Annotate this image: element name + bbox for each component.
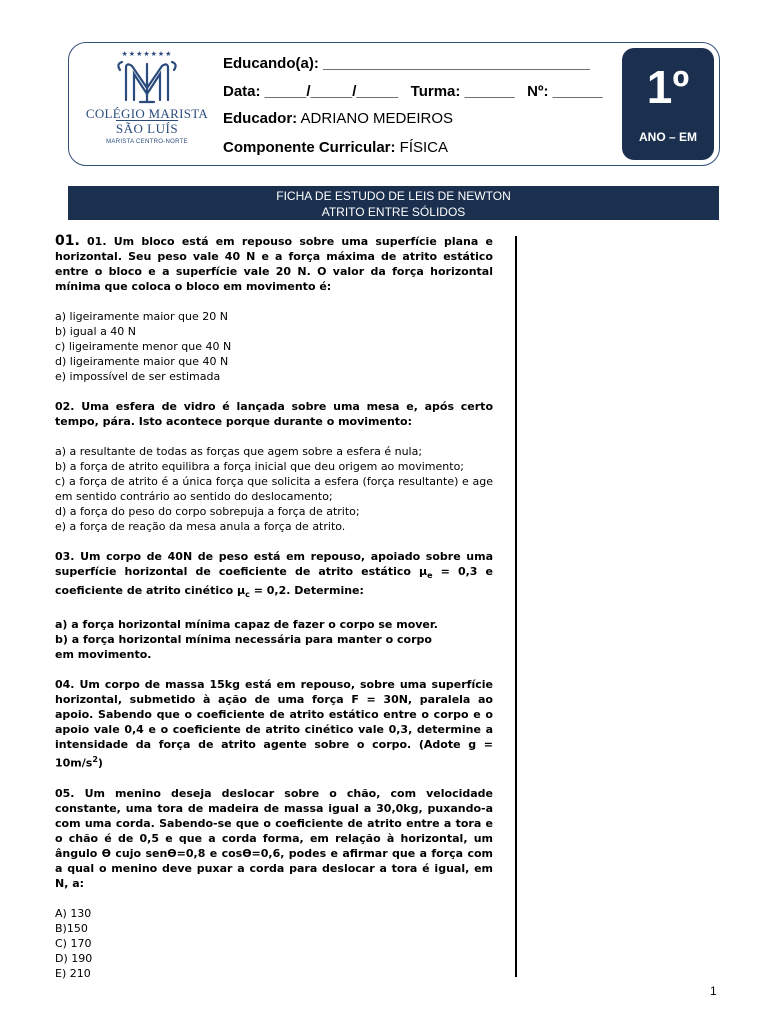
data-turma-row	[223, 83, 603, 100]
question-1-number: 01.	[55, 233, 80, 249]
educador-value: ADRIANO MEDEIROS	[297, 110, 454, 127]
questions-column	[55, 234, 493, 981]
q4-text: 04. Um corpo de massa 15kg está em repouso, sobre uma superfície horizontal, submetido à ação de uma força F = 30N, paralela ao apoio. Sabendo que o coeficiente de atrito estático entre o corpo e o apoio vale 0,4 e o coeficiente de atrito cinético vale 0,3, determine a intensidade da força de atrito agente sobre o corpo. (Adote g = 10m/s	[55, 678, 493, 771]
q4-end: )	[97, 757, 103, 771]
componente-value: FÍSICA	[395, 139, 449, 156]
monogram-icon	[112, 58, 182, 104]
q2-option-b: b) a força de atrito equilibra a força inicial que deu origem ao movimento;	[55, 460, 465, 473]
q3-text-c: = 0,2. Determine:	[249, 584, 364, 598]
q5-option-d: D) 190	[55, 952, 93, 966]
q3-item-b1: b) a força horizontal mínima necessária para manter o corpo	[55, 633, 432, 647]
column-divider	[515, 236, 517, 977]
q1-option-b: b) igual a 40 N	[55, 325, 137, 338]
grade-badge	[622, 48, 714, 160]
question-4	[55, 677, 493, 771]
grade-label: ANO – EM	[638, 130, 697, 144]
q2-option-a: a) a resultante de todas as forças que agem sobre a esfera é nula;	[55, 445, 423, 458]
turma-blank[interactable]: ______	[460, 83, 515, 100]
grade-number: 1º	[646, 61, 690, 113]
q3-item-a: a) a força horizontal mínima capaz de fazer o corpo se mover.	[55, 618, 438, 632]
question-1	[55, 234, 493, 294]
q1-option-e: e) impossível de ser estimada	[55, 370, 221, 383]
turma-label: Turma:	[410, 83, 461, 100]
educador-field	[223, 110, 453, 127]
q5-option-b: B)150	[55, 922, 88, 936]
title-line1: FICHA DE ESTUDO DE LEIS DE NEWTON	[276, 189, 511, 203]
q3-sub-c: c	[245, 590, 250, 600]
question-3	[55, 549, 493, 602]
q1-option-a: a) ligeiramente maior que 20 N	[55, 310, 228, 323]
numero-blank[interactable]: ______	[548, 83, 603, 100]
data-label: Data:	[223, 83, 261, 100]
logo-line2: SÃO LUÍS	[115, 121, 179, 136]
school-logo	[82, 50, 212, 162]
q1-option-c: c) ligeiramente menor que 40 N	[55, 340, 232, 353]
educando-blank[interactable]: ________________________________	[318, 55, 590, 72]
q5-option-c: C) 170	[55, 937, 92, 951]
q3-item-b2: em movimento.	[55, 648, 152, 662]
question-5: 05. Um menino deseja deslocar sobre o chão, com velocidade constante, uma tora de madeira de massa igual a 30,0kg, puxando-a com uma corda. Sabendo-se que o coeficiente de atrito entre a tora e o chão é de 0,5 e que a corda forma, em relação à horizontal, um ângulo ϴ cujo senϴ=0,8 e cosϴ=0,6, podes e afirmar que a força com a qual o menino deve puxar a corda para deslocar a tora é igual, em N, a:	[55, 787, 493, 891]
logo-line1: COLÉGIO MARISTA	[85, 106, 209, 121]
logo-stars: ★★★★★★★	[121, 51, 173, 58]
question-2: 02. Uma esfera de vidro é lançada sobre uma mesa e, após certo tempo, pára. Isto acontece porque durante o movimento:	[55, 400, 493, 428]
componente-label: Componente Curricular:	[223, 139, 396, 156]
educador-label: Educador:	[223, 110, 298, 127]
q3-sub-e: e	[427, 571, 433, 581]
q2-option-d: d) a força do peso do corpo sobrepuja a força de atrito;	[55, 505, 360, 518]
q5-option-a: A) 130	[55, 907, 92, 921]
componente-field	[223, 139, 448, 156]
data-blank[interactable]: _____/_____/_____	[260, 83, 399, 100]
q2-option-c: c) a força de atrito é a única força que solicita a esfera (força resultante) e age em sentido contrário ao sentido do deslocamento;	[55, 475, 493, 503]
educando-label: Educando(a):	[223, 55, 319, 72]
q5-option-e: E) 210	[55, 967, 91, 981]
logo-line3: MARISTA CENTRO-NORTE	[106, 139, 188, 145]
q3-text-a: 03. Um corpo de 40N de peso está em repouso, apoiado sobre uma superfície horizontal de coeficiente de atrito estático μ	[55, 550, 493, 578]
educando-field	[223, 55, 590, 72]
q1-option-d: d) ligeiramente maior que 40 N	[55, 355, 229, 368]
q4-sup: 2	[92, 755, 98, 765]
page-number: 1	[710, 984, 717, 998]
numero-label: Nº:	[527, 83, 549, 100]
worksheet-title	[68, 186, 719, 220]
title-line2: ATRITO ENTRE SÓLIDOS	[321, 205, 466, 219]
q2-option-e: e) a força de reação da mesa anula a força de atrito.	[55, 520, 346, 533]
q3-text-b: = 0,3 e coeficiente de atrito cinético μ	[55, 565, 494, 598]
question-1-text: 01. Um bloco está em repouso sobre uma superfície plana e horizontal. Seu peso vale 40 N e a força máxima de atrito estático entre o bloco e a superfície vale 20 N. O valor da força horizontal mínima que coloca o bloco em movimento é:	[55, 235, 493, 293]
